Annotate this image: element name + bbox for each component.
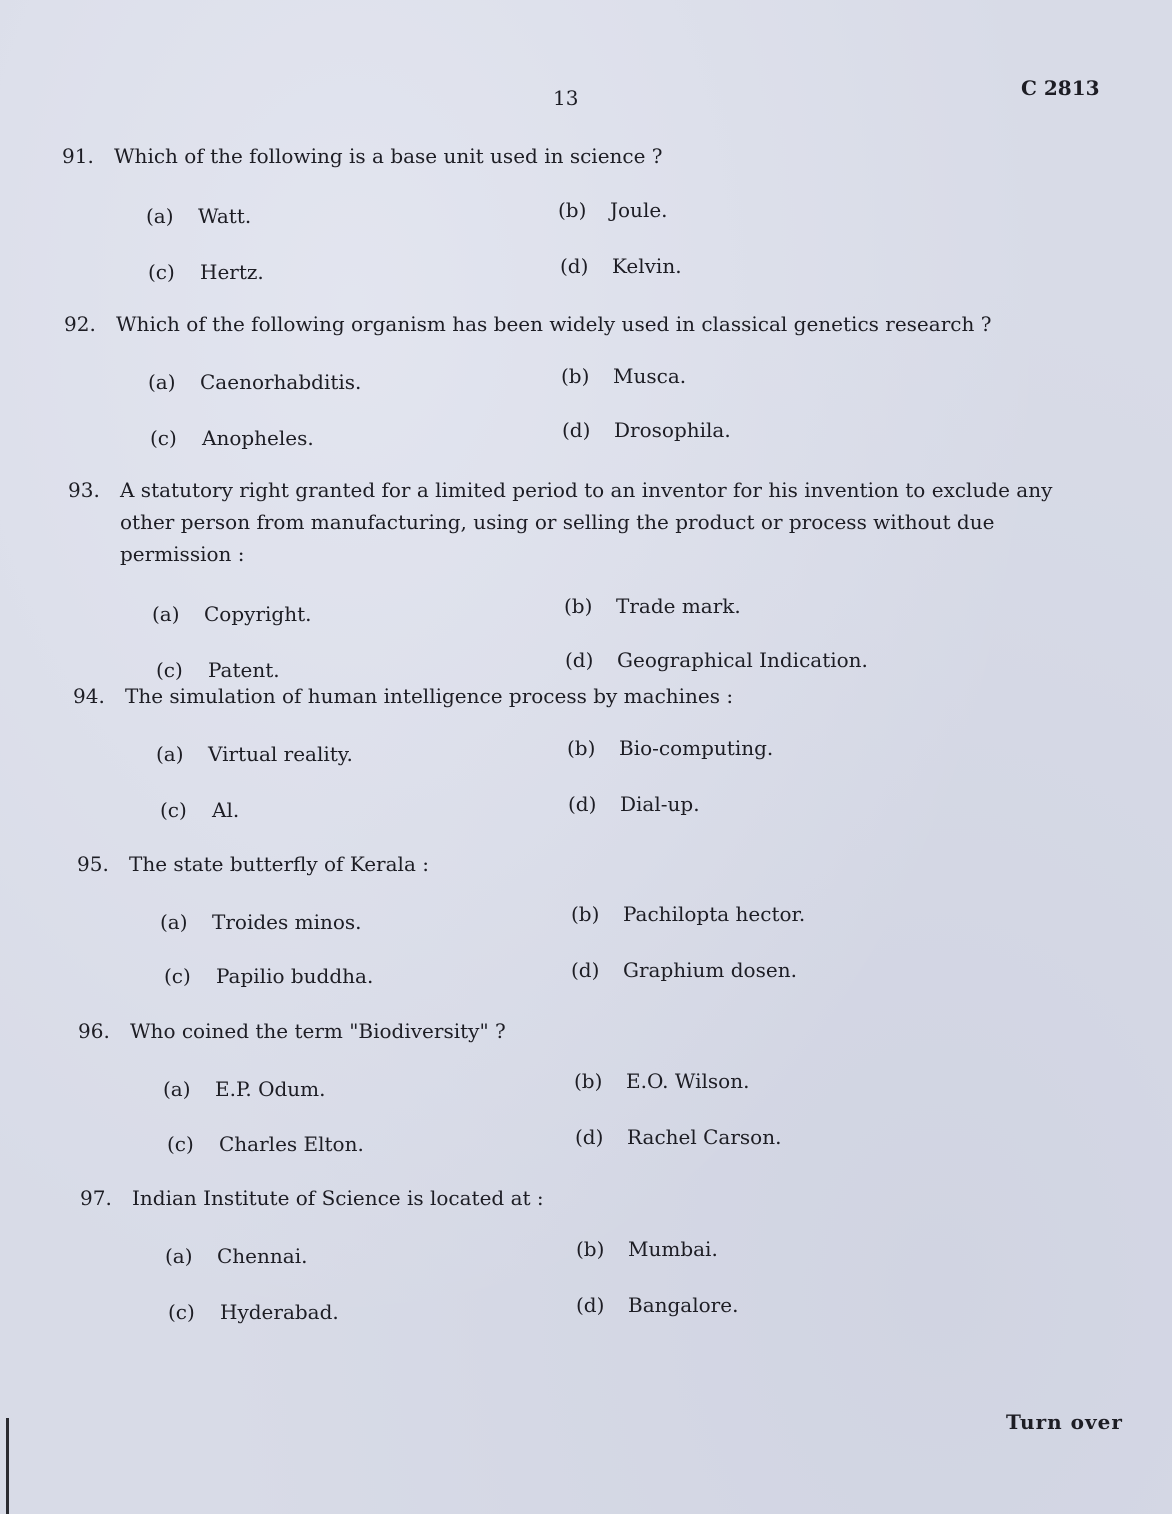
option-text: Hyderabad. (220, 1300, 339, 1324)
option-text: Patent. (208, 658, 280, 682)
option-c (167, 1128, 364, 1160)
question-text: Indian Institute of Science is located at : (132, 1186, 544, 1210)
option-text: Musca. (613, 364, 687, 388)
options-list (73, 712, 1115, 824)
question-number: 93. (68, 478, 100, 502)
option-label: (b) (561, 364, 590, 388)
question-number: 94. (73, 684, 105, 708)
option-text: Kelvin. (612, 254, 682, 278)
option-label: (b) (567, 736, 596, 760)
option-label: (d) (575, 1125, 604, 1149)
question-text: A statutory right granted for a limited period to an inventor for his invention to exclude any other person from manufacturing, using or selling the product or process without due permission : (120, 478, 1053, 566)
options-list (80, 1214, 1122, 1326)
option-label: (c) (168, 1300, 195, 1324)
question-text: Who coined the term "Biodiversity" ? (130, 1019, 506, 1043)
option-d (575, 1121, 781, 1153)
option-label: (d) (562, 418, 591, 442)
option-label: (c) (160, 798, 187, 822)
option-a (160, 906, 362, 938)
question-number: 92. (64, 312, 96, 336)
option-label: (a) (163, 1077, 191, 1101)
question-92 (64, 308, 1106, 452)
option-text: E.P. Odum. (215, 1077, 326, 1101)
option-label: (d) (560, 254, 589, 278)
option-text: Bangalore. (628, 1293, 739, 1317)
option-text: Copyright. (204, 602, 312, 626)
option-b (561, 360, 686, 392)
question-97 (80, 1182, 1122, 1326)
option-text: Dial-up. (620, 792, 700, 816)
option-label: (b) (574, 1069, 603, 1093)
option-label: (c) (150, 426, 177, 450)
option-b (571, 898, 805, 930)
option-b (558, 194, 668, 226)
option-text: Geographical Indication. (617, 648, 868, 672)
question-96 (78, 1015, 1120, 1159)
option-label: (b) (564, 594, 593, 618)
options-list (77, 880, 1119, 992)
question-text: The state butterfly of Kerala : (129, 852, 429, 876)
option-label: (d) (568, 792, 597, 816)
option-c (164, 960, 373, 992)
question-number: 95. (77, 852, 109, 876)
option-d (565, 644, 868, 676)
option-c (160, 794, 239, 826)
option-text: Mumbai. (628, 1237, 718, 1261)
option-d (576, 1289, 738, 1321)
option-text: E.O. Wilson. (626, 1069, 750, 1093)
option-label: (a) (152, 602, 180, 626)
option-b (574, 1065, 749, 1097)
option-label: (a) (165, 1244, 193, 1268)
option-c (148, 256, 264, 288)
option-b (576, 1233, 718, 1265)
option-label: (a) (156, 742, 184, 766)
question-number: 96. (78, 1019, 110, 1043)
option-text: Chennai. (217, 1244, 308, 1268)
option-a (152, 598, 311, 630)
option-a (146, 200, 251, 232)
option-text: Caenorhabditis. (200, 370, 362, 394)
option-label: (c) (156, 658, 183, 682)
option-text: Graphium dosen. (623, 958, 797, 982)
question-number: 91. (62, 144, 94, 168)
option-label: (d) (571, 958, 600, 982)
question-95 (77, 848, 1119, 992)
question-text: Which of the following organism has been widely used in classical genetics research ? (116, 312, 992, 336)
option-text: Bio-computing. (619, 736, 774, 760)
option-label: (d) (565, 648, 594, 672)
option-text: Al. (212, 798, 240, 822)
option-text: Virtual reality. (208, 742, 353, 766)
turn-over-note: Turn over (1006, 1410, 1123, 1434)
option-label: (c) (148, 260, 175, 284)
question-text: Which of the following is a base unit used in science ? (114, 144, 663, 168)
page-number: 13 (553, 86, 579, 110)
option-label: (c) (167, 1132, 194, 1156)
option-b (567, 732, 773, 764)
option-text: Troides minos. (212, 910, 362, 934)
option-a (148, 366, 361, 398)
option-d (568, 788, 700, 820)
option-text: Rachel Carson. (627, 1125, 782, 1149)
option-text: Joule. (610, 198, 668, 222)
binding-edge-line (6, 1418, 9, 1514)
option-text: Drosophila. (614, 418, 731, 442)
question-93 (68, 474, 1110, 682)
option-text: Trade mark. (616, 594, 741, 618)
option-text: Anopheles. (202, 426, 314, 450)
option-label: (b) (576, 1237, 605, 1261)
option-label: (b) (558, 198, 587, 222)
option-label: (a) (146, 204, 174, 228)
option-text: Charles Elton. (219, 1132, 364, 1156)
option-c (168, 1296, 339, 1328)
options-list (62, 172, 1104, 284)
question-number: 97. (80, 1186, 112, 1210)
option-c (150, 422, 314, 454)
option-b (564, 590, 741, 622)
question-91 (62, 140, 1104, 284)
option-label: (b) (571, 902, 600, 926)
options-list (78, 1047, 1120, 1159)
option-d (562, 414, 731, 446)
paper-code: C 2813 (1021, 76, 1100, 100)
option-d (560, 250, 682, 282)
option-label: (c) (164, 964, 191, 988)
option-text: Pachilopta hector. (623, 902, 806, 926)
options-list (68, 570, 1110, 682)
question-text: The simulation of human intelligence process by machines : (125, 684, 734, 708)
option-a (163, 1073, 325, 1105)
option-label: (d) (576, 1293, 605, 1317)
option-text: Hertz. (200, 260, 264, 284)
option-d (571, 954, 797, 986)
option-label: (a) (160, 910, 188, 934)
option-a (165, 1240, 307, 1272)
option-a (156, 738, 353, 770)
option-text: Watt. (198, 204, 252, 228)
option-text: Papilio buddha. (216, 964, 374, 988)
question-94 (73, 680, 1115, 824)
option-label: (a) (148, 370, 176, 394)
options-list (64, 340, 1106, 452)
